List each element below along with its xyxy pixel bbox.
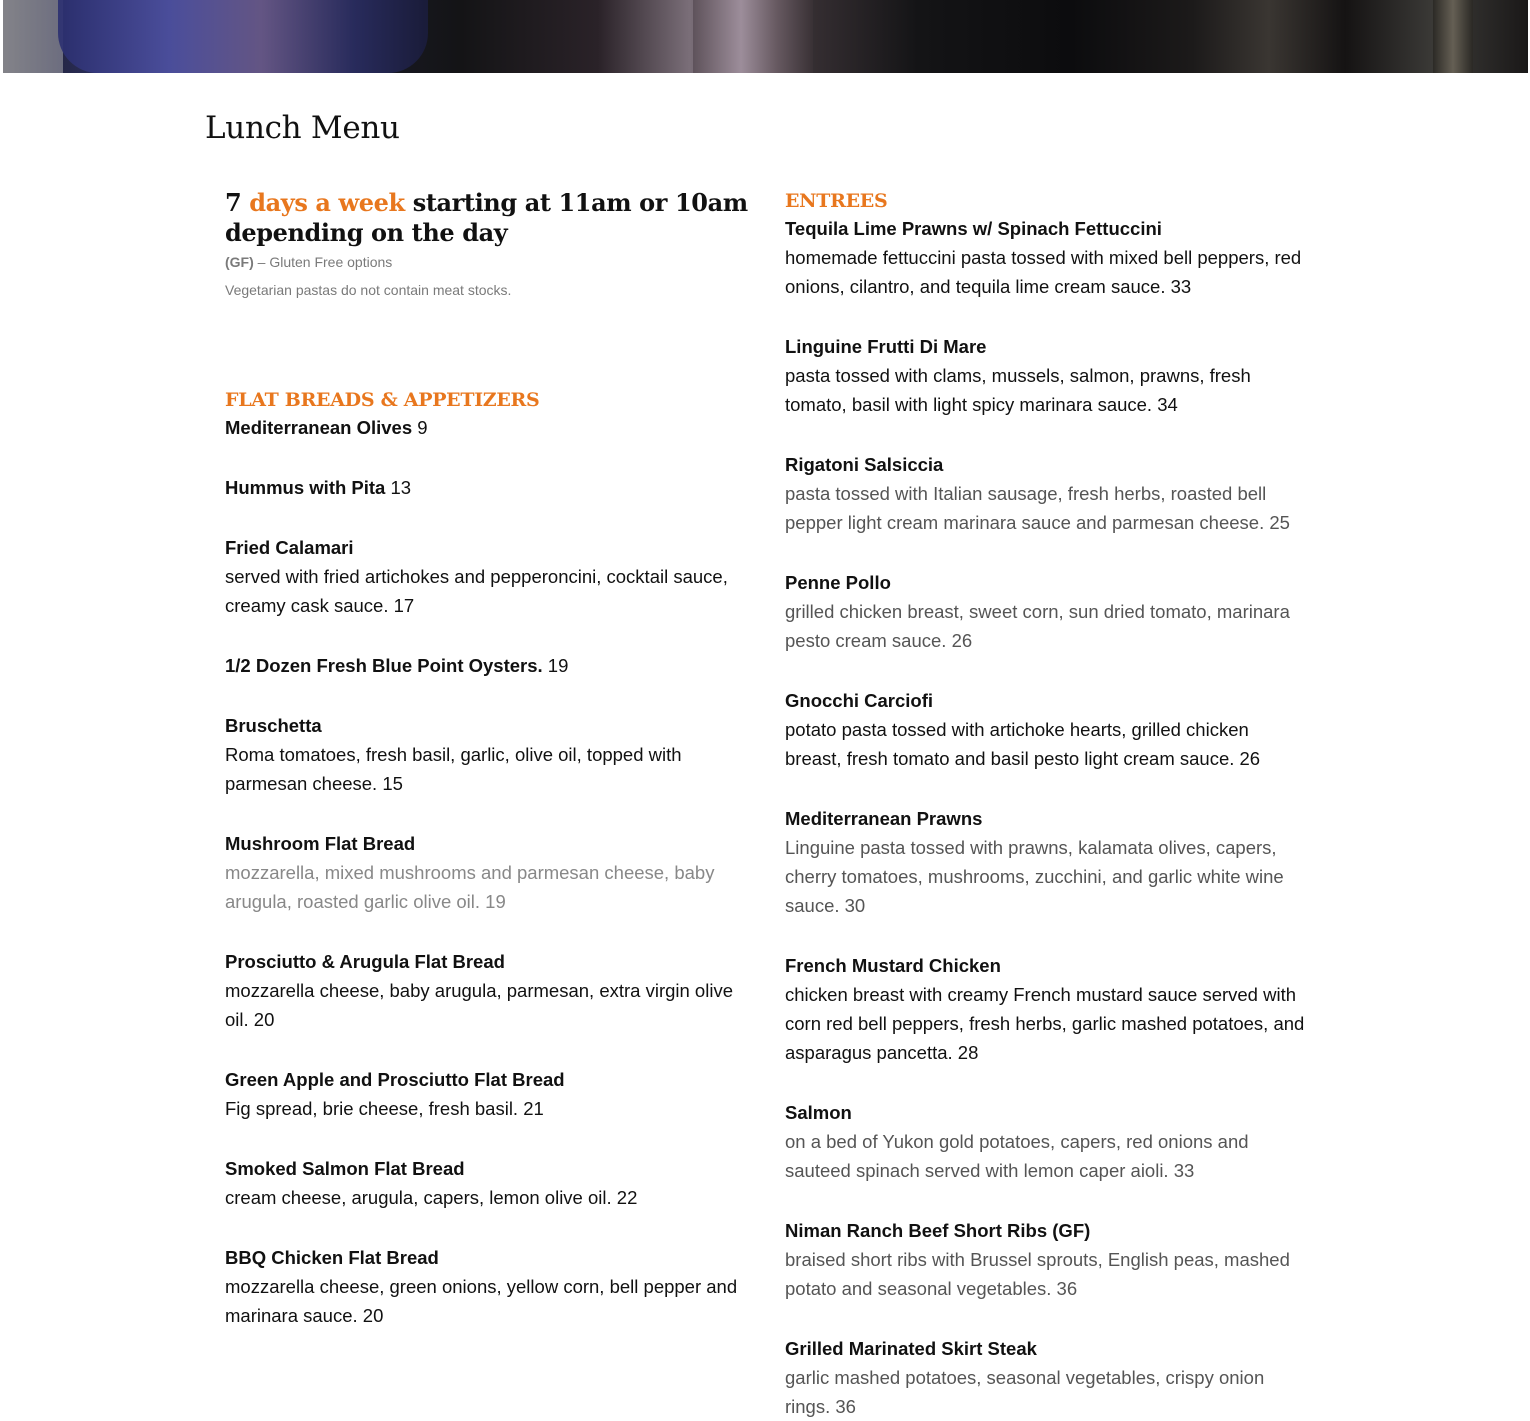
menu-item xyxy=(785,1216,1310,1303)
gf-text: – Gluten Free options xyxy=(253,254,393,270)
item-name: Grilled Marinated Skirt Steak xyxy=(785,1338,1037,1359)
item-description: mozzarella cheese, baby arugula, parmesan, extra virgin olive oil. 20 xyxy=(225,980,733,1030)
menu-item xyxy=(225,947,750,1034)
menu-item xyxy=(225,1243,750,1330)
item-price: 13 xyxy=(385,477,412,498)
menu-item xyxy=(785,1098,1310,1185)
menu-item xyxy=(785,804,1310,920)
hero-photo-detail xyxy=(3,0,63,73)
item-description: garlic mashed potatoes, seasonal vegetables, crispy onion rings. 36 xyxy=(785,1367,1265,1417)
item-name: Prosciutto & Arugula Flat Bread xyxy=(225,951,505,972)
hero-banner-image xyxy=(3,0,1528,73)
item-name: Rigatoni Salsiccia xyxy=(785,454,944,475)
menu-item xyxy=(785,568,1310,655)
item-description: cream cheese, arugula, capers, lemon olive oil. 22 xyxy=(225,1187,638,1208)
item-description: chicken breast with creamy French mustard sauce served with corn red bell peppers, fresh herbs, garlic mashed potatoes, and asparagus pancetta. 28 xyxy=(785,984,1305,1063)
item-description: potato pasta tossed with artichoke hearts, grilled chicken breast, fresh tomato and basil pesto light cream sauce. 26 xyxy=(785,719,1261,769)
item-name: 1/2 Dozen Fresh Blue Point Oysters. xyxy=(225,655,543,676)
menu-item xyxy=(785,214,1310,301)
item-price: 19 xyxy=(542,655,569,676)
hours-text: 7 xyxy=(225,188,250,217)
hours-text: starting at 11am or 10am depending on the day xyxy=(225,188,748,247)
item-price: 9 xyxy=(412,417,428,438)
page-title: Lunch Menu xyxy=(205,110,400,146)
item-description: homemade fettuccini pasta tossed with mixed bell peppers, red onions, cilantro, and tequila lime cream sauce. 33 xyxy=(785,247,1302,297)
gf-note xyxy=(225,254,750,270)
hero-photo-detail xyxy=(1433,0,1473,73)
menu-item xyxy=(225,1065,750,1123)
item-name: Green Apple and Prosciutto Flat Bread xyxy=(225,1069,565,1090)
item-name: Linguine Frutti Di Mare xyxy=(785,336,987,357)
menu-item xyxy=(225,1154,750,1212)
menu-item xyxy=(785,332,1310,419)
item-description: Linguine pasta tossed with prawns, kalamata olives, capers, cherry tomatoes, mushrooms, zucchini, and garlic white wine sauce. 30 xyxy=(785,837,1284,916)
menu-item xyxy=(225,533,750,620)
right-column xyxy=(785,188,1310,1421)
menu-item xyxy=(785,1334,1310,1421)
item-name: BBQ Chicken Flat Bread xyxy=(225,1247,439,1268)
menu-item xyxy=(225,829,750,916)
menu-item xyxy=(225,711,750,798)
item-description: pasta tossed with Italian sausage, fresh herbs, roasted bell pepper light cream marinara sauce and parmesan cheese. 25 xyxy=(785,483,1290,533)
item-name: Smoked Salmon Flat Bread xyxy=(225,1158,465,1179)
item-name: French Mustard Chicken xyxy=(785,955,1001,976)
item-name: Penne Pollo xyxy=(785,572,891,593)
item-name: Fried Calamari xyxy=(225,537,354,558)
item-name: Hummus with Pita xyxy=(225,477,386,498)
item-description: mozzarella cheese, green onions, yellow corn, bell pepper and marinara sauce. 20 xyxy=(225,1276,738,1326)
hours-heading xyxy=(225,188,750,248)
hero-photo-detail xyxy=(693,0,813,73)
item-description: mozzarella, mixed mushrooms and parmesan cheese, baby arugula, roasted garlic olive oil. 19 xyxy=(225,862,715,912)
item-name: Bruschetta xyxy=(225,715,322,736)
item-name: Tequila Lime Prawns w/ Spinach Fettuccini xyxy=(785,218,1162,239)
item-description: pasta tossed with clams, mussels, salmon, prawns, fresh tomato, basil with light spicy marinara sauce. 34 xyxy=(785,365,1251,415)
hours-accent: days a week xyxy=(249,188,405,217)
menu-item xyxy=(785,951,1310,1067)
item-description: on a bed of Yukon gold potatoes, capers, red onions and sauteed spinach served with lemon caper aioli. 33 xyxy=(785,1131,1249,1181)
menu-item xyxy=(225,413,750,442)
menu-item xyxy=(225,473,750,502)
item-description: braised short ribs with Brussel sprouts, English peas, mashed potato and seasonal vegetables. 36 xyxy=(785,1249,1290,1299)
item-description: served with fried artichokes and pepperoncini, cocktail sauce, creamy cask sauce. 17 xyxy=(225,566,728,616)
entrees-heading: ENTREES xyxy=(785,190,888,212)
item-name: Salmon xyxy=(785,1102,852,1123)
item-description: grilled chicken breast, sweet corn, sun dried tomato, marinara pesto cream sauce. 26 xyxy=(785,601,1290,651)
gf-label: (GF) xyxy=(225,254,254,270)
vegetarian-note: Vegetarian pastas do not contain meat stocks. xyxy=(225,282,512,298)
item-description: Fig spread, brie cheese, fresh basil. 21 xyxy=(225,1098,544,1119)
hero-photo-detail xyxy=(58,0,428,73)
menu-item xyxy=(785,450,1310,537)
left-column xyxy=(225,188,750,1330)
item-description: Roma tomatoes, fresh basil, garlic, olive oil, topped with parmesan cheese. 15 xyxy=(225,744,682,794)
menu-item xyxy=(225,651,750,680)
menu-item xyxy=(785,686,1310,773)
item-name: Mediterranean Prawns xyxy=(785,808,983,829)
appetizers-heading: FLAT BREADS & APPETIZERS xyxy=(225,389,540,411)
item-name: Gnocchi Carciofi xyxy=(785,690,934,711)
item-name: Mediterranean Olives xyxy=(225,417,413,438)
item-name: Niman Ranch Beef Short Ribs (GF) xyxy=(785,1220,1091,1241)
item-name: Mushroom Flat Bread xyxy=(225,833,416,854)
